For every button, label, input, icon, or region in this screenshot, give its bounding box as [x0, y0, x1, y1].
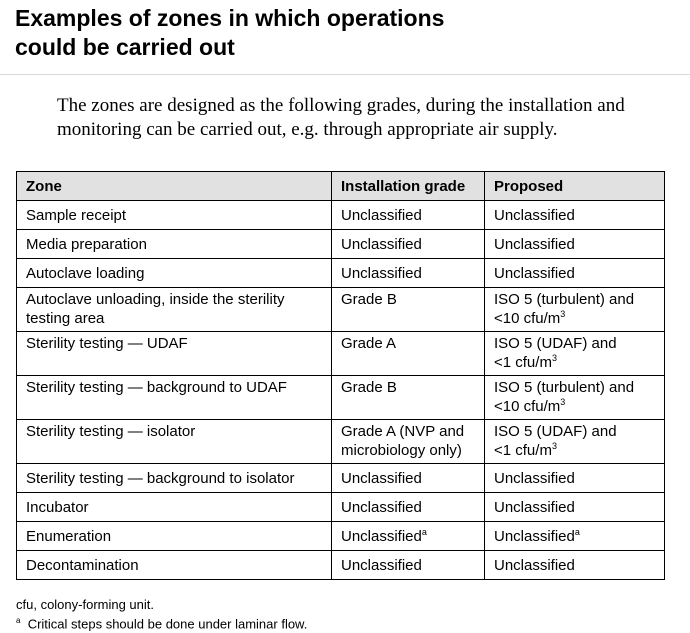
cell-installation-grade: Grade A	[332, 332, 485, 376]
proposed-line-1: ISO 5 (turbulent) and	[494, 379, 635, 396]
table-row	[17, 259, 665, 288]
table-row	[17, 522, 665, 551]
cell-proposed: Unclassified	[485, 201, 665, 230]
superscript: 3	[560, 397, 566, 407]
superscript: 3	[551, 353, 557, 363]
proposed-line-1: ISO 5 (UDAF) and	[494, 335, 617, 352]
cell-proposed	[485, 332, 665, 376]
page-title	[15, 4, 444, 62]
cell-zone: Sterility testing — UDAF	[17, 332, 332, 376]
cell-installation-grade: Unclassified	[332, 551, 485, 580]
proposed-line-2: <1 cfu/m	[494, 354, 552, 371]
footnote-a-text: Critical steps should be done under laminar flow.	[27, 616, 308, 632]
cell-proposed	[485, 288, 665, 332]
cell-zone: Sample receipt	[17, 201, 332, 230]
proposed-line-2: <1 cfu/m	[494, 442, 552, 459]
cell-installation-grade: Unclassified	[332, 259, 485, 288]
cell-zone: Incubator	[17, 493, 332, 522]
title-line-2: could be carried out	[15, 34, 235, 60]
footnote-a-marker: a	[16, 616, 21, 625]
zones-table	[16, 171, 665, 580]
table-row	[17, 464, 665, 493]
footnote-marker: a	[421, 527, 427, 537]
footnote-a	[16, 613, 307, 632]
cell-zone: Autoclave unloading, inside the sterility testing area	[17, 288, 332, 332]
cell-proposed: Unclassified	[485, 464, 665, 493]
cell-proposed	[485, 522, 665, 551]
title-divider	[0, 74, 690, 75]
cell-proposed: Unclassified	[485, 551, 665, 580]
table-row	[17, 420, 665, 464]
footnote-cfu: cfu, colony-forming unit.	[16, 597, 155, 612]
superscript: 3	[560, 309, 566, 319]
proposed-line-1: ISO 5 (turbulent) and	[494, 291, 635, 308]
cell-zone: Sterility testing — background to isolator	[17, 464, 332, 493]
cell-zone: Sterility testing — background to UDAF	[17, 376, 332, 420]
table-row	[17, 376, 665, 420]
cell-installation-grade: Unclassified	[332, 493, 485, 522]
proposed-line-1: ISO 5 (UDAF) and	[494, 423, 617, 440]
cell-installation-grade: Unclassified	[332, 230, 485, 259]
cell-proposed	[485, 420, 665, 464]
cell-installation-grade: Unclassified	[332, 464, 485, 493]
table-row	[17, 493, 665, 522]
column-header-zone: Zone	[17, 172, 332, 201]
cell-installation-grade: Grade B	[332, 288, 485, 332]
cell-zone: Decontamination	[17, 551, 332, 580]
table-row	[17, 230, 665, 259]
cell-installation-grade: Unclassified	[332, 201, 485, 230]
footnote-marker: a	[574, 527, 580, 537]
cell-installation-grade: Grade B	[332, 376, 485, 420]
table-row	[17, 551, 665, 580]
column-header-proposed: Proposed	[485, 172, 665, 201]
proposed-line-2: <10 cfu/m	[494, 310, 561, 327]
table-row	[17, 332, 665, 376]
cell-zone: Enumeration	[17, 522, 332, 551]
table-header-row	[17, 172, 665, 201]
cell-proposed: Unclassified	[485, 493, 665, 522]
proposed-text: Unclassified	[494, 528, 575, 545]
cell-proposed: Unclassified	[485, 259, 665, 288]
cell-installation-grade: Grade A (NVP and microbiology only)	[332, 420, 485, 464]
cell-installation-grade	[332, 522, 485, 551]
table-row	[17, 201, 665, 230]
cell-proposed	[485, 376, 665, 420]
cell-zone: Sterility testing — isolator	[17, 420, 332, 464]
title-line-1: Examples of zones in which operations	[15, 5, 445, 31]
column-header-installation-grade: Installation grade	[332, 172, 485, 201]
installation-text: Unclassified	[341, 528, 422, 545]
superscript: 3	[551, 441, 557, 451]
cell-zone: Media preparation	[17, 230, 332, 259]
proposed-line-2: <10 cfu/m	[494, 398, 561, 415]
cell-proposed: Unclassified	[485, 230, 665, 259]
table-row	[17, 288, 665, 332]
intro-paragraph: The zones are designed as the following grades, during the installation and monitoring can be carried out, e.g. through appropriate air supply.	[57, 95, 625, 140]
cell-zone: Autoclave loading	[17, 259, 332, 288]
